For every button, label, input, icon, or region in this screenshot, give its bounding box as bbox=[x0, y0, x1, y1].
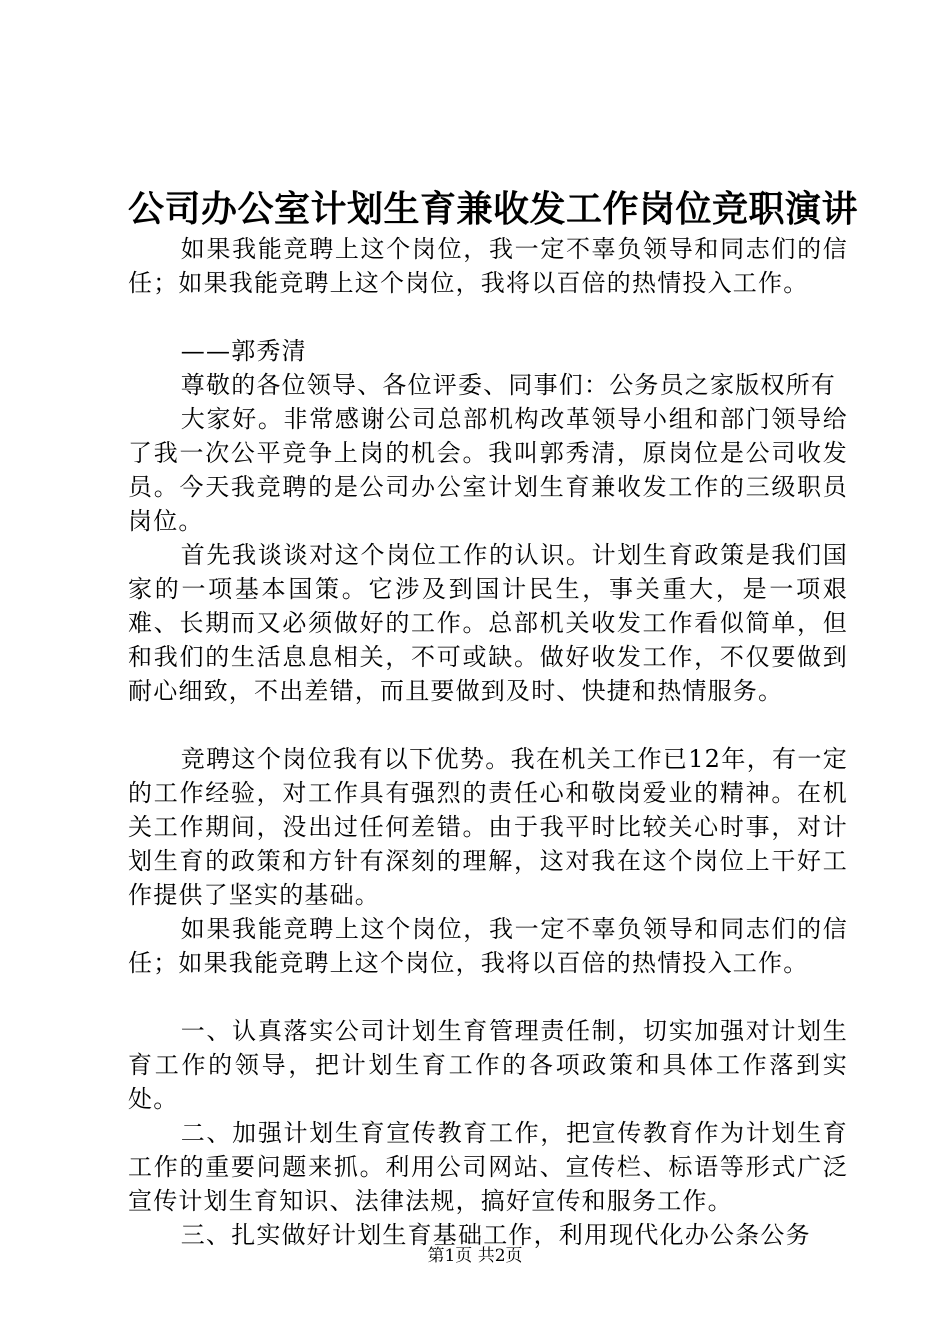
paragraph-salutation: 尊敬的各位领导、各位评委、同事们：公务员之家版权所有 bbox=[180, 371, 836, 399]
paragraph-advantages: 竞聘这个岗位我有以下优势。我在机关工作已12年，有一定的工作经验，对工作具有强烈的责任心和敬岗爱业的精神。在机关工作期间，没出过任何差错。由于我平时比较关心时事，对计划生育的政策和方针有深刻的理解，这对我在这个岗位上干好工作提供了坚实的基础。 bbox=[128, 745, 848, 909]
paragraph-greeting: 大家好。非常感谢公司总部机构改革领导小组和部门领导给了我一次公平竞争上岗的机会。我叫郭秀清，原岗位是公司收发员。今天我竞聘的是公司办公室计划生育兼收发工作的三级职员岗位。 bbox=[128, 405, 848, 535]
page-number: 第1页 共2页 bbox=[427, 1246, 523, 1266]
paragraph-understanding: 首先我谈谈对这个岗位工作的认识。计划生育政策是我们国家的一项基本国策。它涉及到国计民生，事关重大，是一项艰难、长期而又必须做好的工作。总部机关收发工作看似简单，但和我们的生活息息相关，不可或缺。做好收发工作，不仅要做到耐心细致，不出差错，而且要做到及时、快捷和热情服务。 bbox=[128, 541, 848, 705]
paragraph-point-two: 二、加强计划生育宣传教育工作，把宣传教育作为计划生育工作的重要问题来抓。利用公司网站、宣传栏、标语等形式广泛宣传计划生育知识、法律法规，搞好宣传和服务工作。 bbox=[128, 1119, 848, 1215]
paragraph-commitment: 如果我能竞聘上这个岗位，我一定不辜负领导和同志们的信任；如果我能竞聘上这个岗位，我将以百倍的热情投入工作。 bbox=[128, 915, 848, 977]
paragraph-point-one: 一、认真落实公司计划生育管理责任制，切实加强对计划生育工作的领导，把计划生育工作的各项政策和具体工作落到实处。 bbox=[128, 1017, 848, 1113]
document-title: 公司办公室计划生育兼收发工作岗位竞职演讲 bbox=[128, 188, 859, 230]
paragraph-intro-quote: 如果我能竞聘上这个岗位，我一定不辜负领导和同志们的信任；如果我能竞聘上这个岗位，我将以百倍的热情投入工作。 bbox=[128, 235, 848, 297]
paragraph-point-three: 三、扎实做好计划生育基础工作，利用现代化办公条公务 bbox=[180, 1221, 811, 1249]
paragraph-author: ——郭秀清 bbox=[180, 337, 307, 365]
document-body bbox=[128, 232, 848, 1252]
